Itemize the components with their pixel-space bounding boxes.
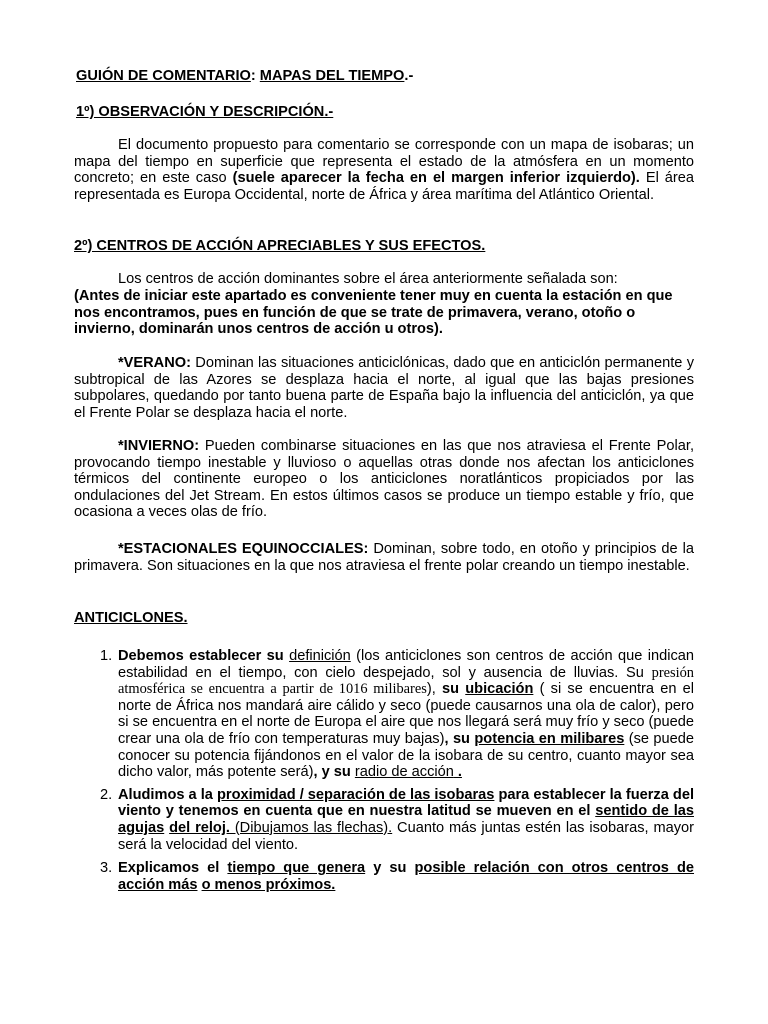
title-colon: :: [250, 68, 256, 84]
equinocciales-paragraph: *ESTACIONALES EQUINOCCIALES: Dominan, sobre todo, en otoño y principios de la primavera. Son situaciones en la que nos atraviesa el frente polar creando un tiempo inestable.: [74, 541, 695, 574]
section1-paragraph: El documento propuesto para comentario se corresponde con un mapa de isobaras; un mapa del tiempo en superficie que representa el estado de la atmósfera en un momento concreto; en este caso (suele aparecer la fecha en el margen inferior izquierdo). El área representada es Europa Occidental, norte de África y área marítima del Atlántico Oriental.: [74, 137, 695, 203]
section2-heading: 2º) CENTROS DE ACCIÓN APRECIABLES Y SUS EFECTOS.: [74, 238, 486, 254]
list-item: 2. Aludimos a la proximidad / separación de las isobaras para establecer la fuerza del viento y tenemos en cuenta que en nuestra latitud se mueven en el sentido de las agujas del reloj. (Dibujamos las flechas). Cuanto más juntas estén las isobaras, mayor será la velocidad del viento.: [100, 786, 694, 853]
document-title: [76, 68, 413, 85]
list-item: 1. Debemos establecer su definición (los anticiclones son centros de acción que indican estabilidad en el tiempo, con cielo despejado, sol y ausencia de lluvias. Su presión atmosférica se encuentra a partir de 1016 milibares), su ubicación ( si se encuentra en el norte de África nos mandará aire cálido y seco (puede causarnos una ola de calor), pero si se encuentra en el norte de Europa el aire que nos llegará será muy frío y seco (puede crear una ola de frío con temperaturas muy bajas), su potencia en milibares (se puede conocer su potencia fijándonos en el valor de la isobara de su centro, cuanto mayor sea dicho valor, más potente será), y su radio de acción .: [100, 648, 695, 781]
section2-note: (Antes de iniciar este apartado es conveniente tener muy en cuenta la estación en que nos encontramos, pues en función de que se trate de primavera, verano, otoño o invierno, dominarán unos centros de acción u otros).: [74, 288, 673, 338]
section1-heading: 1º) OBSERVACIÓN Y DESCRIPCIÓN.-: [76, 104, 334, 120]
title-part1: GUIÓN DE COMENTARIO: [76, 68, 251, 84]
anticiclones-heading: ANTICICLONES.: [74, 610, 188, 626]
title-suffix: .-: [404, 68, 414, 84]
invierno-paragraph: *INVIERNO: Pueden combinarse situaciones en las que nos atraviesa el Frente Polar, provocando tiempo inestable y lluvioso o aquellas otras donde nos afectan los anticiclones térmicos del continente europeo o los anticiclones noratlánticos propiciados por las ondulaciones del Jet Stream. En estos últimos casos se produce un tiempo estable y frío, que ocasiona a veces olas de frío.: [74, 438, 694, 521]
anticiclones-list: [74, 648, 694, 893]
list-item: 3. Explicamos el tiempo que genera y su posible relación con otros centros de acción más o menos próximos.: [100, 860, 695, 893]
section2-intro: Los centros de acción dominantes sobre el área anteriormente señalada son:: [118, 271, 618, 287]
title-part2: MAPAS DEL TIEMPO: [259, 68, 405, 84]
verano-paragraph: *VERANO: Dominan las situaciones anticiclónicas, dado que en anticiclón permanente y subtropical de las Azores se desplaza hacia el norte, al igual que las bajas presiones subpolares, quedando por tanto buena parte de España bajo la influencia del anticiclón, ya que el Frente Polar se desplaza hacia el norte.: [74, 355, 694, 421]
